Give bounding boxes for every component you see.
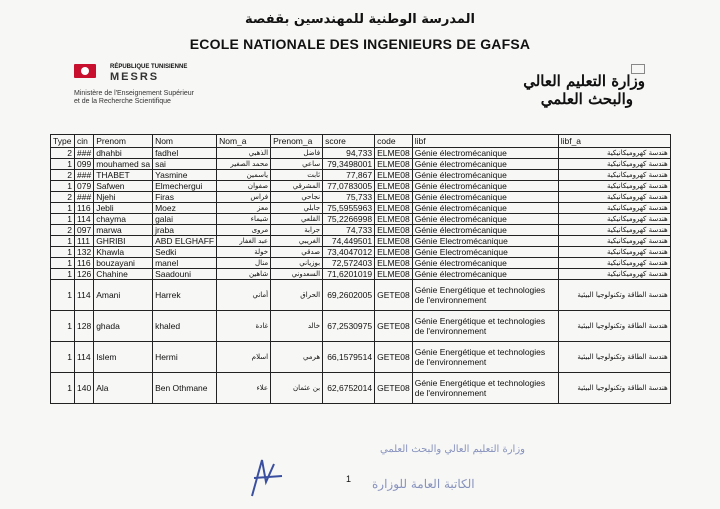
cell-score: 66,1579514 xyxy=(323,342,375,373)
cell-nom-a: ياسمين xyxy=(217,170,271,181)
cell-type: 1 xyxy=(51,181,75,192)
cell-libf: Génie électromécanique xyxy=(412,225,558,236)
cell-nom: Firas xyxy=(153,192,217,203)
cell-score: 75,2266998 xyxy=(323,214,375,225)
cell-nom: Hermi xyxy=(153,342,217,373)
cell-code: GETE08 xyxy=(375,342,413,373)
col-header: Prenom xyxy=(94,135,153,148)
table-row xyxy=(51,373,671,404)
cell-nom: Saadouni xyxy=(153,269,217,280)
table-row xyxy=(51,181,671,192)
cell-libf-a: هندسة كهروميكانيكية xyxy=(558,181,670,192)
cell-code: ELME08 xyxy=(375,148,413,159)
cell-cin: 132 xyxy=(75,247,94,258)
table-row xyxy=(51,258,671,269)
cell-prenom-a: نجاحي xyxy=(271,192,323,203)
cell-nom-a: عبد الغفار xyxy=(217,236,271,247)
signature-mark xyxy=(248,452,288,502)
cell-prenom: Safwen xyxy=(94,181,153,192)
cell-cin: 116 xyxy=(75,203,94,214)
cell-prenom: bouzayani xyxy=(94,258,153,269)
table-row xyxy=(51,203,671,214)
cell-type: 1 xyxy=(51,373,75,404)
cell-cin: ### xyxy=(75,192,94,203)
republic-label: RÉPUBLIQUE TUNISIENNE xyxy=(110,64,188,70)
cell-prenom-a: صدقي xyxy=(271,247,323,258)
tunisia-flag-icon xyxy=(74,64,96,78)
cell-prenom: Chahine xyxy=(94,269,153,280)
cell-nom-a: صفوان xyxy=(217,181,271,192)
cell-prenom: mouhamed sa xyxy=(94,159,153,170)
cell-libf: Génie électromécanique xyxy=(412,258,558,269)
col-header: score xyxy=(323,135,375,148)
cell-nom-a: منال xyxy=(217,258,271,269)
cell-libf-a: هندسة كهروميكانيكية xyxy=(558,192,670,203)
table-row xyxy=(51,280,671,311)
cell-nom-a: مروى xyxy=(217,225,271,236)
cell-libf: Génie Energétique et technologies de l'environnement xyxy=(412,342,558,373)
cell-score: 77,0783005 xyxy=(323,181,375,192)
cell-cin: 116 xyxy=(75,258,94,269)
cell-type: 1 xyxy=(51,269,75,280)
cell-prenom: Khawla xyxy=(94,247,153,258)
cell-libf-a: هندسة كهروميكانيكية xyxy=(558,170,670,181)
cell-nom: galai xyxy=(153,214,217,225)
cell-code: ELME08 xyxy=(375,214,413,225)
cell-nom-a: محمد الصغير xyxy=(217,159,271,170)
ministry-logo-right xyxy=(485,62,645,122)
cell-code: ELME08 xyxy=(375,225,413,236)
cell-code: ELME08 xyxy=(375,203,413,214)
cell-type: 1 xyxy=(51,342,75,373)
cell-type: 2 xyxy=(51,170,75,181)
cell-prenom: chayma xyxy=(94,214,153,225)
school-title-arabic: المدرسة الوطنية للمهندسين بقفصة xyxy=(245,12,475,27)
cell-libf: Génie électromécanique xyxy=(412,269,558,280)
table-row xyxy=(51,247,671,258)
mesrs-acronym: MESRS xyxy=(110,71,160,83)
cell-nom-a: شاهين xyxy=(217,269,271,280)
cell-libf: Génie électromécanique xyxy=(412,192,558,203)
cell-prenom: dhahbi xyxy=(94,148,153,159)
cell-code: ELME08 xyxy=(375,159,413,170)
cell-prenom-a: بوزياني xyxy=(271,258,323,269)
cell-nom: fadhel xyxy=(153,148,217,159)
table-row xyxy=(51,342,671,373)
col-header: code xyxy=(375,135,413,148)
cell-cin: 114 xyxy=(75,280,94,311)
cell-libf-a: هندسة كهروميكانيكية xyxy=(558,159,670,170)
cell-libf: Génie électromécanique xyxy=(412,170,558,181)
cell-prenom-a: القلعي xyxy=(271,214,323,225)
cell-prenom: THABET xyxy=(94,170,153,181)
cell-code: GETE08 xyxy=(375,311,413,342)
cell-libf: Génie Energétique et technologies de l'environnement xyxy=(412,311,558,342)
cell-prenom-a: ثابت xyxy=(271,170,323,181)
table-row xyxy=(51,225,671,236)
cell-type: 1 xyxy=(51,214,75,225)
cell-libf-a: هندسة كهروميكانيكية xyxy=(558,148,670,159)
cell-score: 75,733 xyxy=(323,192,375,203)
cell-nom: Harrek xyxy=(153,280,217,311)
cell-cin: 097 xyxy=(75,225,94,236)
cell-score: 69,2602005 xyxy=(323,280,375,311)
stamp-line-1: وزارة التعليم العالي والبحث العلمي xyxy=(380,444,525,455)
cell-libf: Génie Energétique et technologies de l'environnement xyxy=(412,280,558,311)
cell-nom: khaled xyxy=(153,311,217,342)
cell-cin: ### xyxy=(75,148,94,159)
cell-cin: 128 xyxy=(75,311,94,342)
ministry-line-1: Ministère de l'Enseignement Supérieur xyxy=(74,90,195,97)
table-row xyxy=(51,236,671,247)
cell-prenom-a: جرابة xyxy=(271,225,323,236)
cell-score: 74,733 xyxy=(323,225,375,236)
cell-code: GETE08 xyxy=(375,373,413,404)
cell-libf: Génie électromécanique xyxy=(412,203,558,214)
col-header: Prenom_a xyxy=(271,135,323,148)
col-header: cin xyxy=(75,135,94,148)
cell-cin: 114 xyxy=(75,214,94,225)
cell-libf-a: هندسة الطاقة وتكنولوجيا البيئية xyxy=(558,342,670,373)
cell-score: 79,3498001 xyxy=(323,159,375,170)
cell-prenom-a: الغريبي xyxy=(271,236,323,247)
cell-code: GETE08 xyxy=(375,280,413,311)
cell-score: 77,867 xyxy=(323,170,375,181)
cell-nom: Elmechergui xyxy=(153,181,217,192)
cell-nom-a: الذهبي xyxy=(217,148,271,159)
cell-libf-a: هندسة كهروميكانيكية xyxy=(558,269,670,280)
cell-libf-a: هندسة الطاقة وتكنولوجيا البيئية xyxy=(558,280,670,311)
cell-cin: 114 xyxy=(75,342,94,373)
cell-nom: Ben Othmane xyxy=(153,373,217,404)
cell-prenom-a: خالد xyxy=(271,311,323,342)
cell-libf: Génie électromécanique xyxy=(412,148,558,159)
cell-libf-a: هندسة كهروميكانيكية xyxy=(558,258,670,269)
cell-prenom-a: المشرقي xyxy=(271,181,323,192)
cell-score: 72,572403 xyxy=(323,258,375,269)
page-number: 1 xyxy=(346,474,352,484)
cell-nom-a: أماني xyxy=(217,280,271,311)
cell-nom: Yasmine xyxy=(153,170,217,181)
cell-prenom: Ala xyxy=(94,373,153,404)
cell-code: ELME08 xyxy=(375,192,413,203)
cell-prenom-a: ساعي xyxy=(271,159,323,170)
cell-nom-a: فراس xyxy=(217,192,271,203)
cell-prenom-a: الحراق xyxy=(271,280,323,311)
cell-cin: 079 xyxy=(75,181,94,192)
cell-nom-a: معز xyxy=(217,203,271,214)
cell-code: ELME08 xyxy=(375,170,413,181)
cell-prenom: marwa xyxy=(94,225,153,236)
table-row xyxy=(51,159,671,170)
ministry-line-2: et de la Recherche Scientifique xyxy=(74,98,171,105)
cell-prenom-a: السعدوني xyxy=(271,269,323,280)
cell-type: 1 xyxy=(51,247,75,258)
cell-libf: Génie Electromécanique xyxy=(412,247,558,258)
cell-libf-a: هندسة كهروميكانيكية xyxy=(558,214,670,225)
cell-libf: Génie électromécanique xyxy=(412,214,558,225)
cell-type: 1 xyxy=(51,203,75,214)
col-header: Nom_a xyxy=(217,135,271,148)
cell-nom-a: علاء xyxy=(217,373,271,404)
cell-type: 2 xyxy=(51,225,75,236)
cell-libf-a: هندسة الطاقة وتكنولوجيا البيئية xyxy=(558,311,670,342)
cell-nom: Moez xyxy=(153,203,217,214)
cell-nom-a: خولة xyxy=(217,247,271,258)
cell-code: ELME08 xyxy=(375,258,413,269)
col-header: libf_a xyxy=(558,135,670,148)
cell-libf-a: هندسة كهروميكانيكية xyxy=(558,225,670,236)
cell-libf-a: هندسة كهروميكانيكية xyxy=(558,247,670,258)
table-row xyxy=(51,311,671,342)
table-header-row xyxy=(51,135,671,148)
cell-libf: Génie électromécanique xyxy=(412,181,558,192)
cell-code: ELME08 xyxy=(375,269,413,280)
table-row xyxy=(51,214,671,225)
cell-nom-a: غادة xyxy=(217,311,271,342)
cell-prenom: Islem xyxy=(94,342,153,373)
cell-cin: 111 xyxy=(75,236,94,247)
cell-type: 1 xyxy=(51,258,75,269)
cell-type: 1 xyxy=(51,236,75,247)
cell-code: ELME08 xyxy=(375,247,413,258)
cell-libf: Génie électromécanique xyxy=(412,159,558,170)
ministry-arabic-line-2: والبحث العلمي xyxy=(540,90,633,108)
results-table xyxy=(50,134,671,404)
cell-prenom: Njehi xyxy=(94,192,153,203)
stamp-line-2: الكاتبة العامة للوزارة xyxy=(372,477,475,491)
cell-nom: Sedki xyxy=(153,247,217,258)
official-stamp xyxy=(372,444,525,491)
cell-type: 2 xyxy=(51,192,75,203)
cell-libf: Génie Energétique et technologies de l'environnement xyxy=(412,373,558,404)
table-row xyxy=(51,269,671,280)
cell-code: ELME08 xyxy=(375,181,413,192)
cell-prenom-a: هرمي xyxy=(271,342,323,373)
cell-nom-a: اسلام xyxy=(217,342,271,373)
ministry-arabic-line-1: وزارة التعليم العالي xyxy=(523,72,645,90)
cell-prenom-a: جابلي xyxy=(271,203,323,214)
school-title-french: ECOLE NATIONALE DES INGENIEURS DE GAFSA xyxy=(189,36,531,52)
cell-prenom: Amani xyxy=(94,280,153,311)
cell-score: 75,5955963 xyxy=(323,203,375,214)
cell-libf: Génie Electromécanique xyxy=(412,236,558,247)
cell-cin: 099 xyxy=(75,159,94,170)
table-row xyxy=(51,170,671,181)
cell-score: 71,6201019 xyxy=(323,269,375,280)
cell-cin: ### xyxy=(75,170,94,181)
cell-prenom-a: فاضل xyxy=(271,148,323,159)
cell-nom-a: شيماء xyxy=(217,214,271,225)
ministry-logo-left xyxy=(68,62,248,112)
cell-score: 73,4047012 xyxy=(323,247,375,258)
cell-code: ELME08 xyxy=(375,236,413,247)
cell-type: 1 xyxy=(51,280,75,311)
cell-libf-a: هندسة الطاقة وتكنولوجيا البيئية xyxy=(558,373,670,404)
cell-prenom-a: بن عثمان xyxy=(271,373,323,404)
cell-nom: manel xyxy=(153,258,217,269)
cell-score: 94,733 xyxy=(323,148,375,159)
cell-libf-a: هندسة كهروميكانيكية xyxy=(558,236,670,247)
cell-prenom: Jebli xyxy=(94,203,153,214)
cell-cin: 126 xyxy=(75,269,94,280)
cell-type: 1 xyxy=(51,159,75,170)
table-row xyxy=(51,192,671,203)
cell-score: 67,2530975 xyxy=(323,311,375,342)
cell-prenom: ghada xyxy=(94,311,153,342)
col-header: libf xyxy=(412,135,558,148)
cell-nom: jraba xyxy=(153,225,217,236)
col-header: Type xyxy=(51,135,75,148)
cell-nom: sai xyxy=(153,159,217,170)
cell-nom: ABD ELGHAFF xyxy=(153,236,217,247)
cell-score: 62,6752014 xyxy=(323,373,375,404)
col-header: Nom xyxy=(153,135,217,148)
cell-score: 74,449501 xyxy=(323,236,375,247)
cell-libf-a: هندسة كهروميكانيكية xyxy=(558,203,670,214)
cell-type: 1 xyxy=(51,311,75,342)
cell-prenom: GHRIBI xyxy=(94,236,153,247)
cell-type: 2 xyxy=(51,148,75,159)
table-row xyxy=(51,148,671,159)
cell-cin: 140 xyxy=(75,373,94,404)
